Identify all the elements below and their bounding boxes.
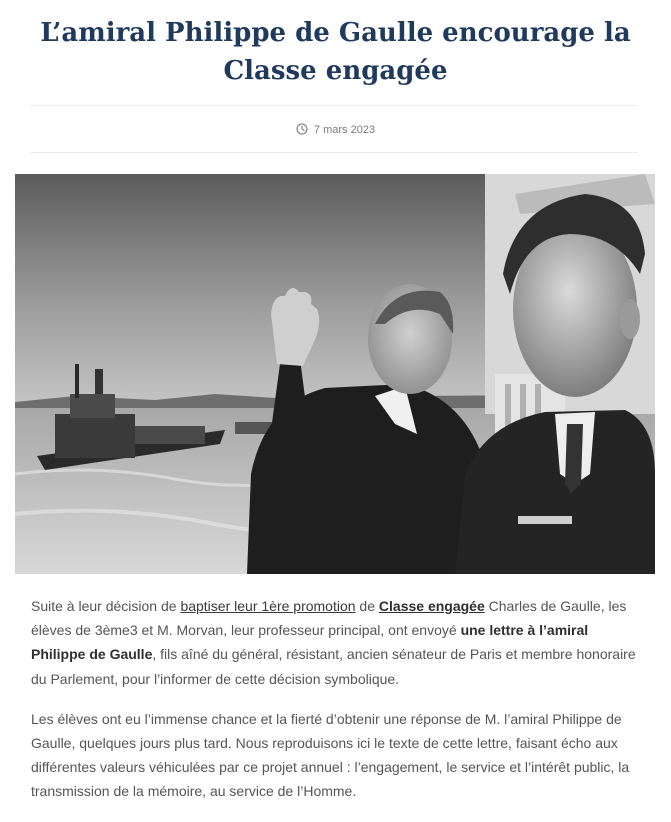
- post-date: 7 mars 2023: [313, 124, 376, 136]
- article-body: [31, 594, 641, 820]
- article-title: L’amiral Philippe de Gaulle encourage la Classe engagée: [40, 18, 631, 86]
- title-divider: [30, 105, 638, 106]
- classe-engagee-link[interactable]: Classe engagée: [378, 598, 485, 614]
- baptiser-link[interactable]: baptiser leur 1ère promotion: [180, 598, 356, 614]
- clock-icon: [296, 123, 308, 135]
- post-meta: [0, 120, 671, 140]
- featured-image: [15, 174, 655, 574]
- lettre-emphasis: une lettre à l’amiral Philippe de Gaulle: [31, 622, 589, 663]
- meta-divider: [30, 152, 638, 153]
- article-paragraph-2: Les élèves ont eu l’immense chance et la fierté d’obtenir une réponse de M. l’amiral Philippe de Gaulle, quelques jours plus tard. Nous reproduisons ici le texte de cette lettre, faisant écho aux différentes valeurs véhiculées par ce projet annuel : l’engagement, le service et l’intérêt public, la transmission de la mémoire, au service de l’Homme.: [31, 710, 630, 800]
- featured-photo: [15, 174, 655, 574]
- article-paragraph-1: Suite à leur décision de baptiser leur 1ère promotion de Classe engagée Charles de Gaulle, les élèves de 3ème3 et M. Morvan, leur professeur principal, ont envoyé une lettre à l’amiral Philippe de Gaulle, fils aîné du général, résistant, ancien sénateur de Paris et membre honoraire du Parlement, pour l’informer de cette décision symbolique.: [31, 598, 636, 687]
